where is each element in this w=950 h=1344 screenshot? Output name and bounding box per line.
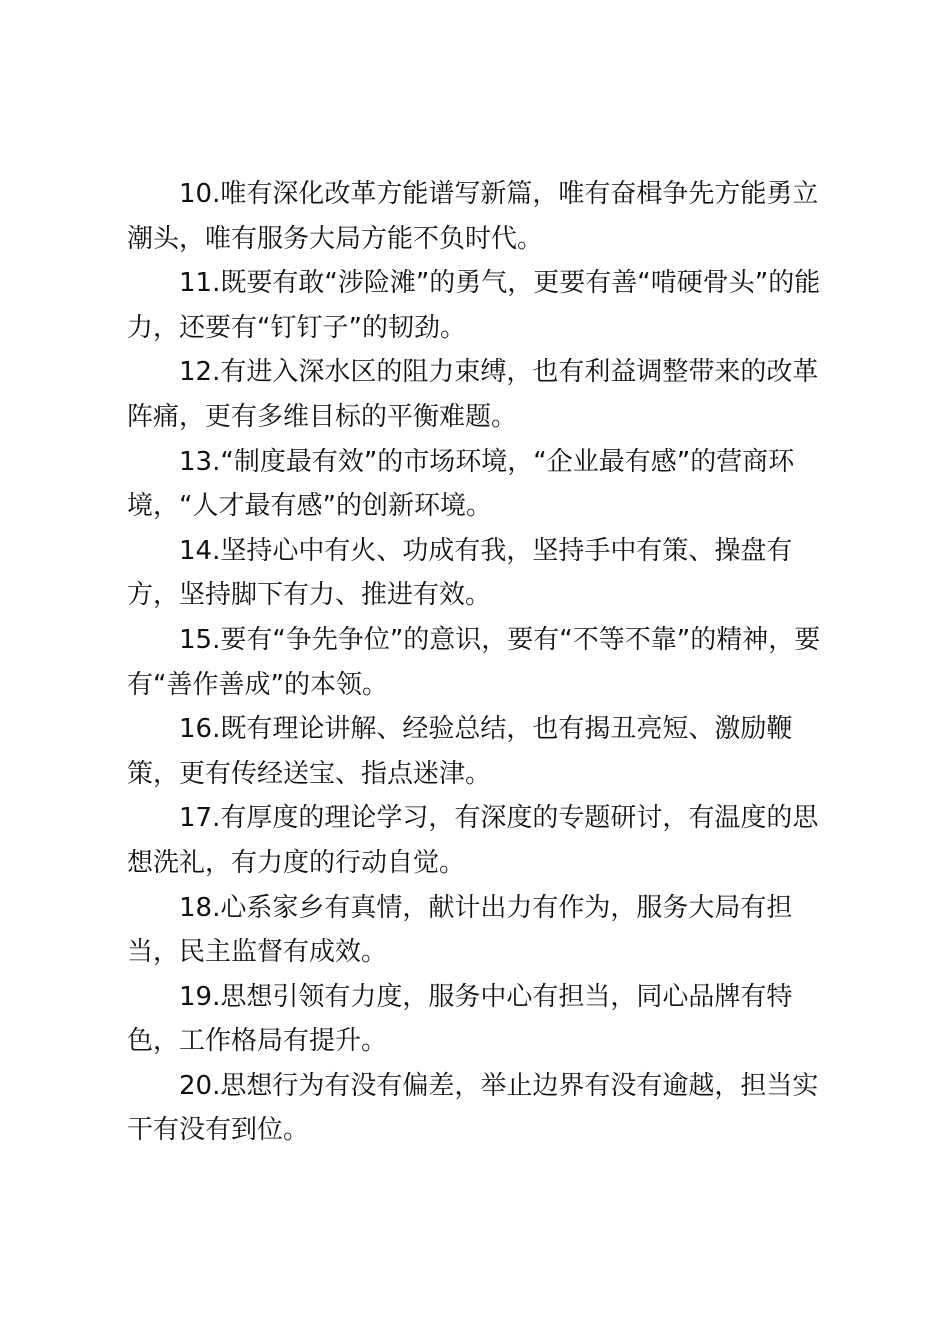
document-body (127, 172, 835, 1153)
paragraph-15: 15.要有“争先争位”的意识，要有“不等不靠”的精神，要有“善作善成”的本领。 (127, 624, 821, 700)
paragraph-13: 13.“制度最有效”的市场环境，“企业最有感”的营商环境，“人才最有感”的创新环境。 (127, 446, 795, 522)
paragraph-16: 16.既有理论讲解、经验总结，也有揭丑亮短、激励鞭策，更有传经送宝、指点迷津。 (127, 714, 793, 789)
paragraph-17: 17.有厚度的理论学习，有深度的专题研讨，有温度的思想洗礼，有力度的行动自觉。 (127, 803, 819, 878)
paragraph-14: 14.坚持心中有火、功成有我，坚持手中有策、操盘有方，坚持脚下有力、推进有效。 (127, 535, 793, 611)
paragraph-10: 10.唯有深化改革方能谱写新篇，唯有奋楫争先方能勇立潮头，唯有服务大局方能不负时代。 (127, 179, 819, 254)
paragraph-18: 18.心系家乡有真情，献计出力有作为，服务大局有担当，民主监督有成效。 (127, 892, 793, 968)
paragraph-12: 12.有进入深水区的阻力束缚，也有利益调整带来的改革阵痛，更有多维目标的平衡难题。 (127, 357, 819, 432)
paragraph-11: 11.既要有敢“涉险滩”的勇气，更要有善“啃硬骨头”的能力，还要有“钉钉子”的韧劲。 (127, 268, 821, 343)
paragraph-19: 19.思想引领有力度，服务中心有担当，同心品牌有特色，工作格局有提升。 (127, 981, 793, 1057)
paragraph-20: 20.思想行为有没有偏差，举止边界有没有逾越，担当实干有没有到位。 (127, 1070, 819, 1146)
